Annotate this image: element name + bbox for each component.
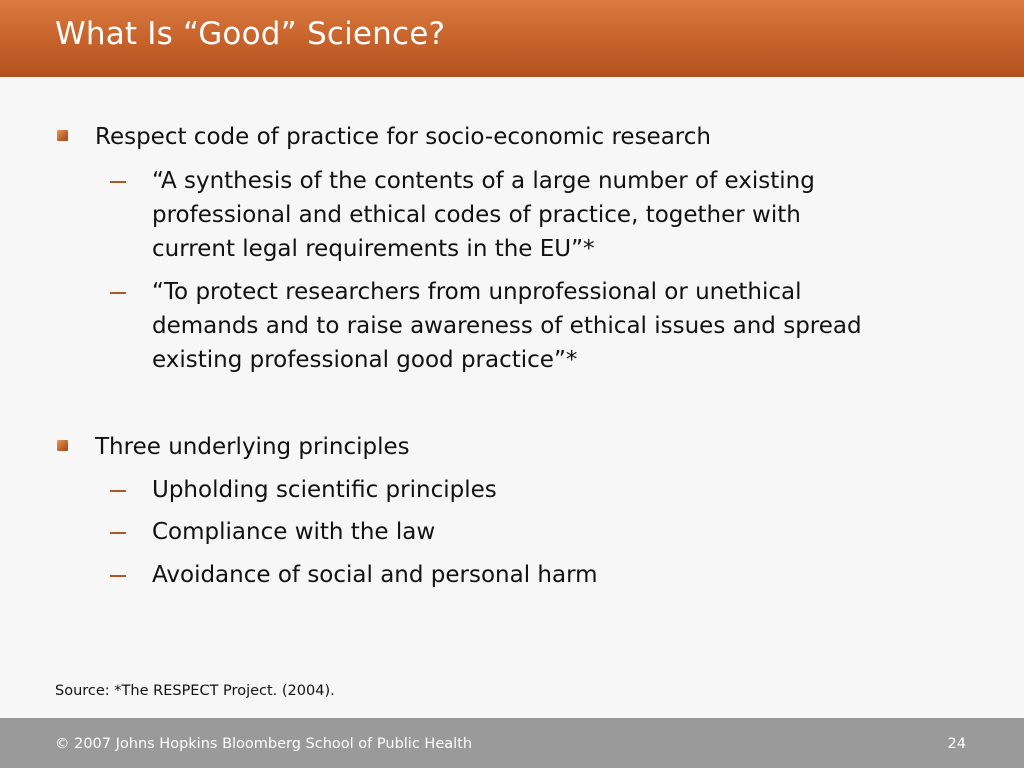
dash-icon [110, 532, 126, 534]
slide-title: What Is “Good” Science? [55, 16, 446, 52]
dash-icon [110, 575, 126, 577]
source-citation: Source: *The RESPECT Project. (2004). [55, 683, 335, 699]
sub-1-2-line-2: demands and to raise awareness of ethical issues and spread [152, 313, 862, 339]
footer-bar [0, 718, 1024, 768]
page-number: 24 [947, 736, 966, 752]
bullet-1-text: Respect code of practice for socio-economic research [95, 124, 711, 150]
sub-1-2-line-3: existing professional good practice”* [152, 347, 578, 373]
dash-icon [110, 181, 126, 183]
sub-1-1-line-1: “A synthesis of the contents of a large number of existing [152, 168, 815, 194]
dash-icon [110, 292, 126, 294]
sub-2-3-text: Avoidance of social and personal harm [152, 562, 598, 588]
bullet-square-icon [57, 440, 68, 451]
sub-1-2-line-1: “To protect researchers from unprofessional or unethical [152, 279, 802, 305]
bullet-square-icon [57, 130, 68, 141]
sub-2-1-text: Upholding scientific principles [152, 477, 497, 503]
title-bar [0, 0, 1024, 77]
footer-copyright: © 2007 Johns Hopkins Bloomberg School of Public Health [55, 736, 473, 752]
bullet-2-text: Three underlying principles [95, 434, 410, 460]
sub-1-1-line-3: current legal requirements in the EU”* [152, 236, 595, 262]
dash-icon [110, 490, 126, 492]
sub-2-2-text: Compliance with the law [152, 519, 436, 545]
sub-1-1-line-2: professional and ethical codes of practice, together with [152, 202, 801, 228]
